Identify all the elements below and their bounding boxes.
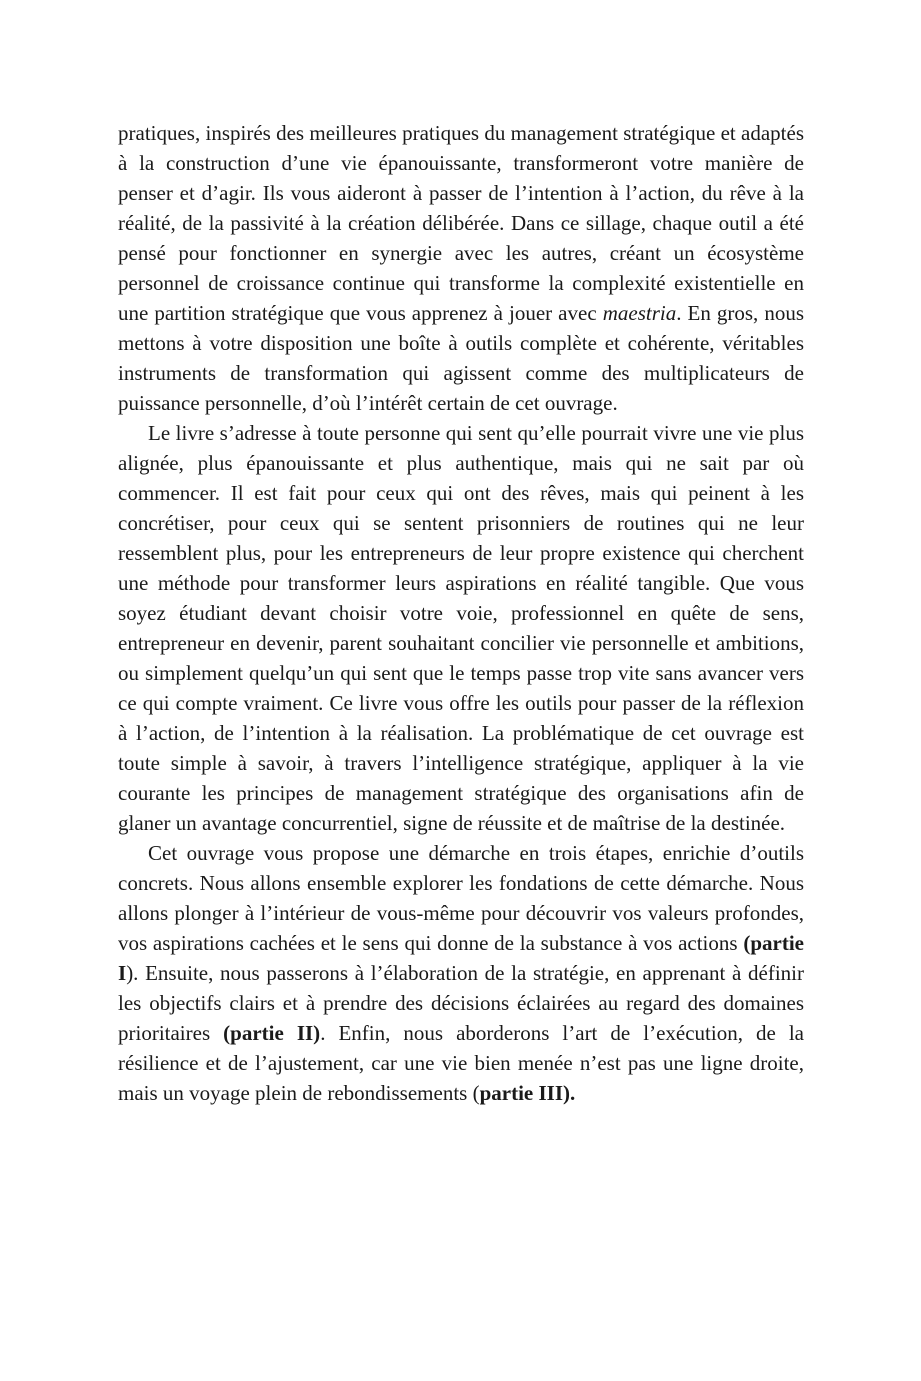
text-run: . En gros, nous mettons à votre disposition une boîte à outils complète et cohérente, véritables instruments de transformation qui agissent comme des multiplicateurs de puissance personnelle, d’où l’intérêt certain de cet ouvrage. — [118, 301, 804, 415]
text-run: . Enfin, nous aborderons l’art de l’exécution, de la résilience et de l’ajustement, car une vie bien menée n’est pas une ligne droite, mais un voyage plein de rebondissements ( — [118, 1021, 804, 1105]
text-run: Le livre s’adresse à toute personne qui sent qu’elle pourrait vivre une vie plus alignée, plus épanouissante et plus authentique, mais qui ne sait par où commencer. Il est fait pour ceux qui ont des rêves, mais qui peinent à les concrétiser, pour ceux qui se sentent prisonniers de routines qui ne leur ressemblent plus, pour les entrepreneurs de leur propre existence qui cherchent une méthode pour transformer leurs aspirations en réalité tangible. Que vous soyez étudiant devant choisir votre voie, professionnel en quête de sens, entrepreneur en devenir, parent souhaitant concilier vie personnelle et ambitions, ou simplement quelqu’un qui sent que le temps passe trop vite sans avancer vers ce qui compte vraiment. Ce livre vous offre les outils pour passer de la réflexion à l’action, de l’intention à la réalisation. La problématique de cet ouvrage est toute simple à savoir, à travers l’intelligence stratégique, appliquer à la vie courante les principes de management stratégique des organisations afin de glaner un avantage concurrentiel, signe de réussite et de maîtrise de la destinée. — [118, 421, 804, 835]
text-run: Cet ouvrage vous propose une démarche en trois étapes, enrichie d’outils concrets. Nous allons ensemble explorer les fondations de cette démarche. Nous allons plonger à l’intérieur de vous-même pour découvrir vos valeurs profondes, vos aspirations cachées et le sens qui donne de la substance à vos actions — [118, 841, 804, 955]
paragraph-tools-intro — [118, 118, 804, 418]
paragraph-audience — [118, 418, 804, 838]
bold-part-reference: (partie II) — [223, 1021, 321, 1045]
text-run: pratiques, inspirés des meilleures pratiques du management stratégique et adaptés à la construction d’une vie épanouissante, transformeront votre manière de penser et d’agir. Ils vous aideront à passer de l’intention à l’action, du rêve à la réalité, de la passivité à la création délibérée. Dans ce sillage, chaque outil a été pensé pour fonctionner en synergie avec les autres, créant un écosystème personnel de croissance continue qui transforme la complexité existentielle en une partition stratégique que vous apprenez à jouer avec — [118, 121, 804, 325]
text-run: ). Ensuite, nous passerons à l’élaboration de la stratégie, en apprenant à définir les objectifs clairs et à prendre des décisions éclairées au regard des domaines prioritaires — [118, 961, 804, 1045]
paragraph-structure — [118, 838, 804, 1108]
italic-term-maestria: maestria — [602, 301, 677, 325]
bold-part-reference: partie III). — [479, 1081, 576, 1105]
bold-part-reference: (partie I — [118, 931, 804, 985]
book-page — [118, 118, 804, 1108]
